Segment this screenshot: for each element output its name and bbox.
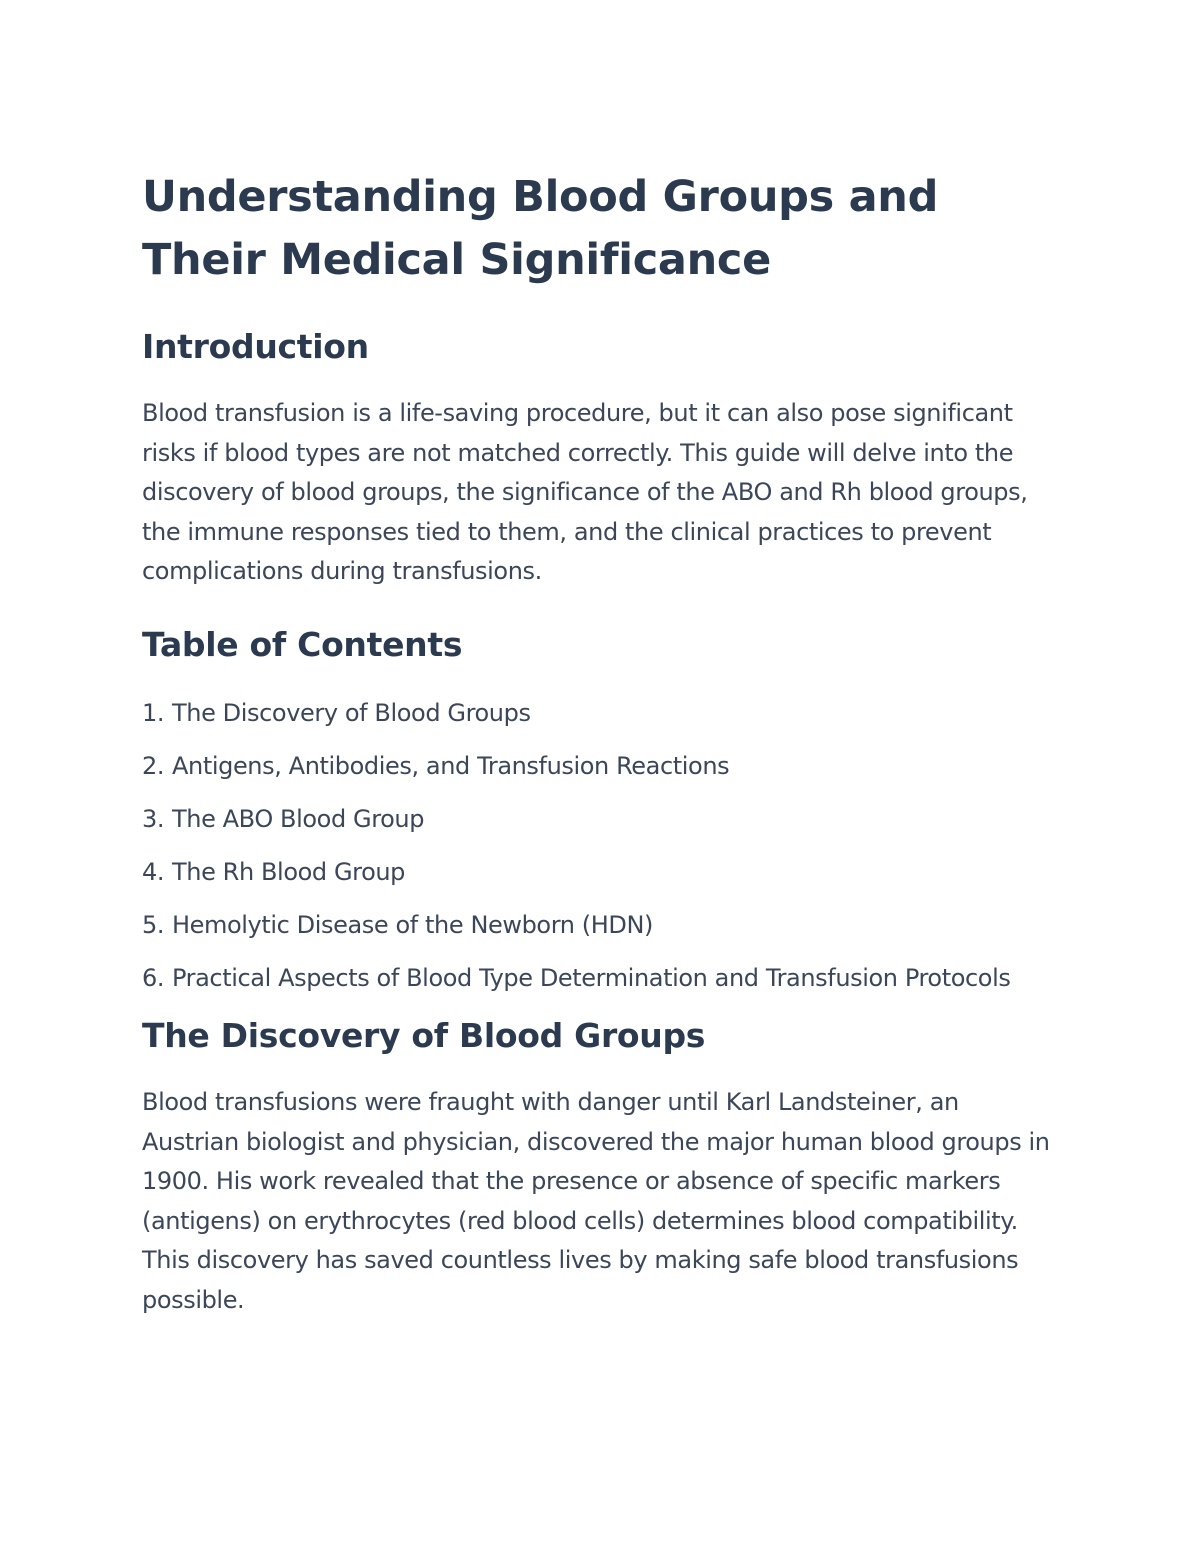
discovery-paragraph: Blood transfusions were fraught with danger until Karl Landsteiner, an Austrian biologist and physician, discovered the major human blood groups in 1900. His work revealed that the presence or absence of specific markers (antigens) on erythrocytes (red blood cells) determines blood compatibility. This discovery has saved countless lives by making safe blood transfusions possible. bbox=[142, 1088, 1050, 1314]
toc-item-label: Hemolytic Disease of the Newborn (HDN) bbox=[172, 911, 654, 940]
toc-item-label: The ABO Blood Group bbox=[172, 805, 425, 834]
toc-item-number: 1. bbox=[142, 698, 165, 727]
toc-item-hdn[interactable] bbox=[142, 906, 1062, 946]
table-of-contents-list bbox=[142, 694, 1062, 999]
toc-item-abo[interactable] bbox=[142, 800, 1062, 840]
discovery-heading: The Discovery of Blood Groups bbox=[142, 1016, 706, 1056]
toc-item-label: The Discovery of Blood Groups bbox=[172, 698, 531, 727]
document-content bbox=[142, 166, 1062, 1321]
toc-item-number: 5. bbox=[142, 911, 165, 940]
toc-item-number: 6. bbox=[142, 964, 165, 993]
toc-item-label: Antigens, Antibodies, and Transfusion Reactions bbox=[172, 752, 730, 781]
toc-item-number: 3. bbox=[142, 805, 165, 834]
toc-item-rh[interactable] bbox=[142, 853, 1062, 893]
toc-item-label: The Rh Blood Group bbox=[172, 858, 406, 887]
table-of-contents-heading: Table of Contents bbox=[142, 624, 463, 664]
toc-item-label: Practical Aspects of Blood Type Determination and Transfusion Protocols bbox=[172, 964, 1011, 993]
introduction-heading: Introduction bbox=[142, 327, 369, 366]
toc-item-number: 4. bbox=[142, 858, 165, 887]
toc-item-number: 2. bbox=[142, 752, 165, 781]
page-title: Understanding Blood Groups and Their Medical Significance bbox=[142, 172, 939, 285]
toc-item-antigens[interactable] bbox=[142, 747, 1062, 787]
toc-item-practical[interactable] bbox=[142, 959, 1062, 999]
toc-item-discovery[interactable] bbox=[142, 694, 1062, 734]
introduction-paragraph: Blood transfusion is a life-saving procedure, but it can also pose significant risks if blood types are not matched correctly. This guide will delve into the discovery of blood groups, the significance of the ABO and Rh blood groups, the immune responses tied to them, and the clinical practices to prevent complications during transfusions. bbox=[142, 399, 1028, 586]
